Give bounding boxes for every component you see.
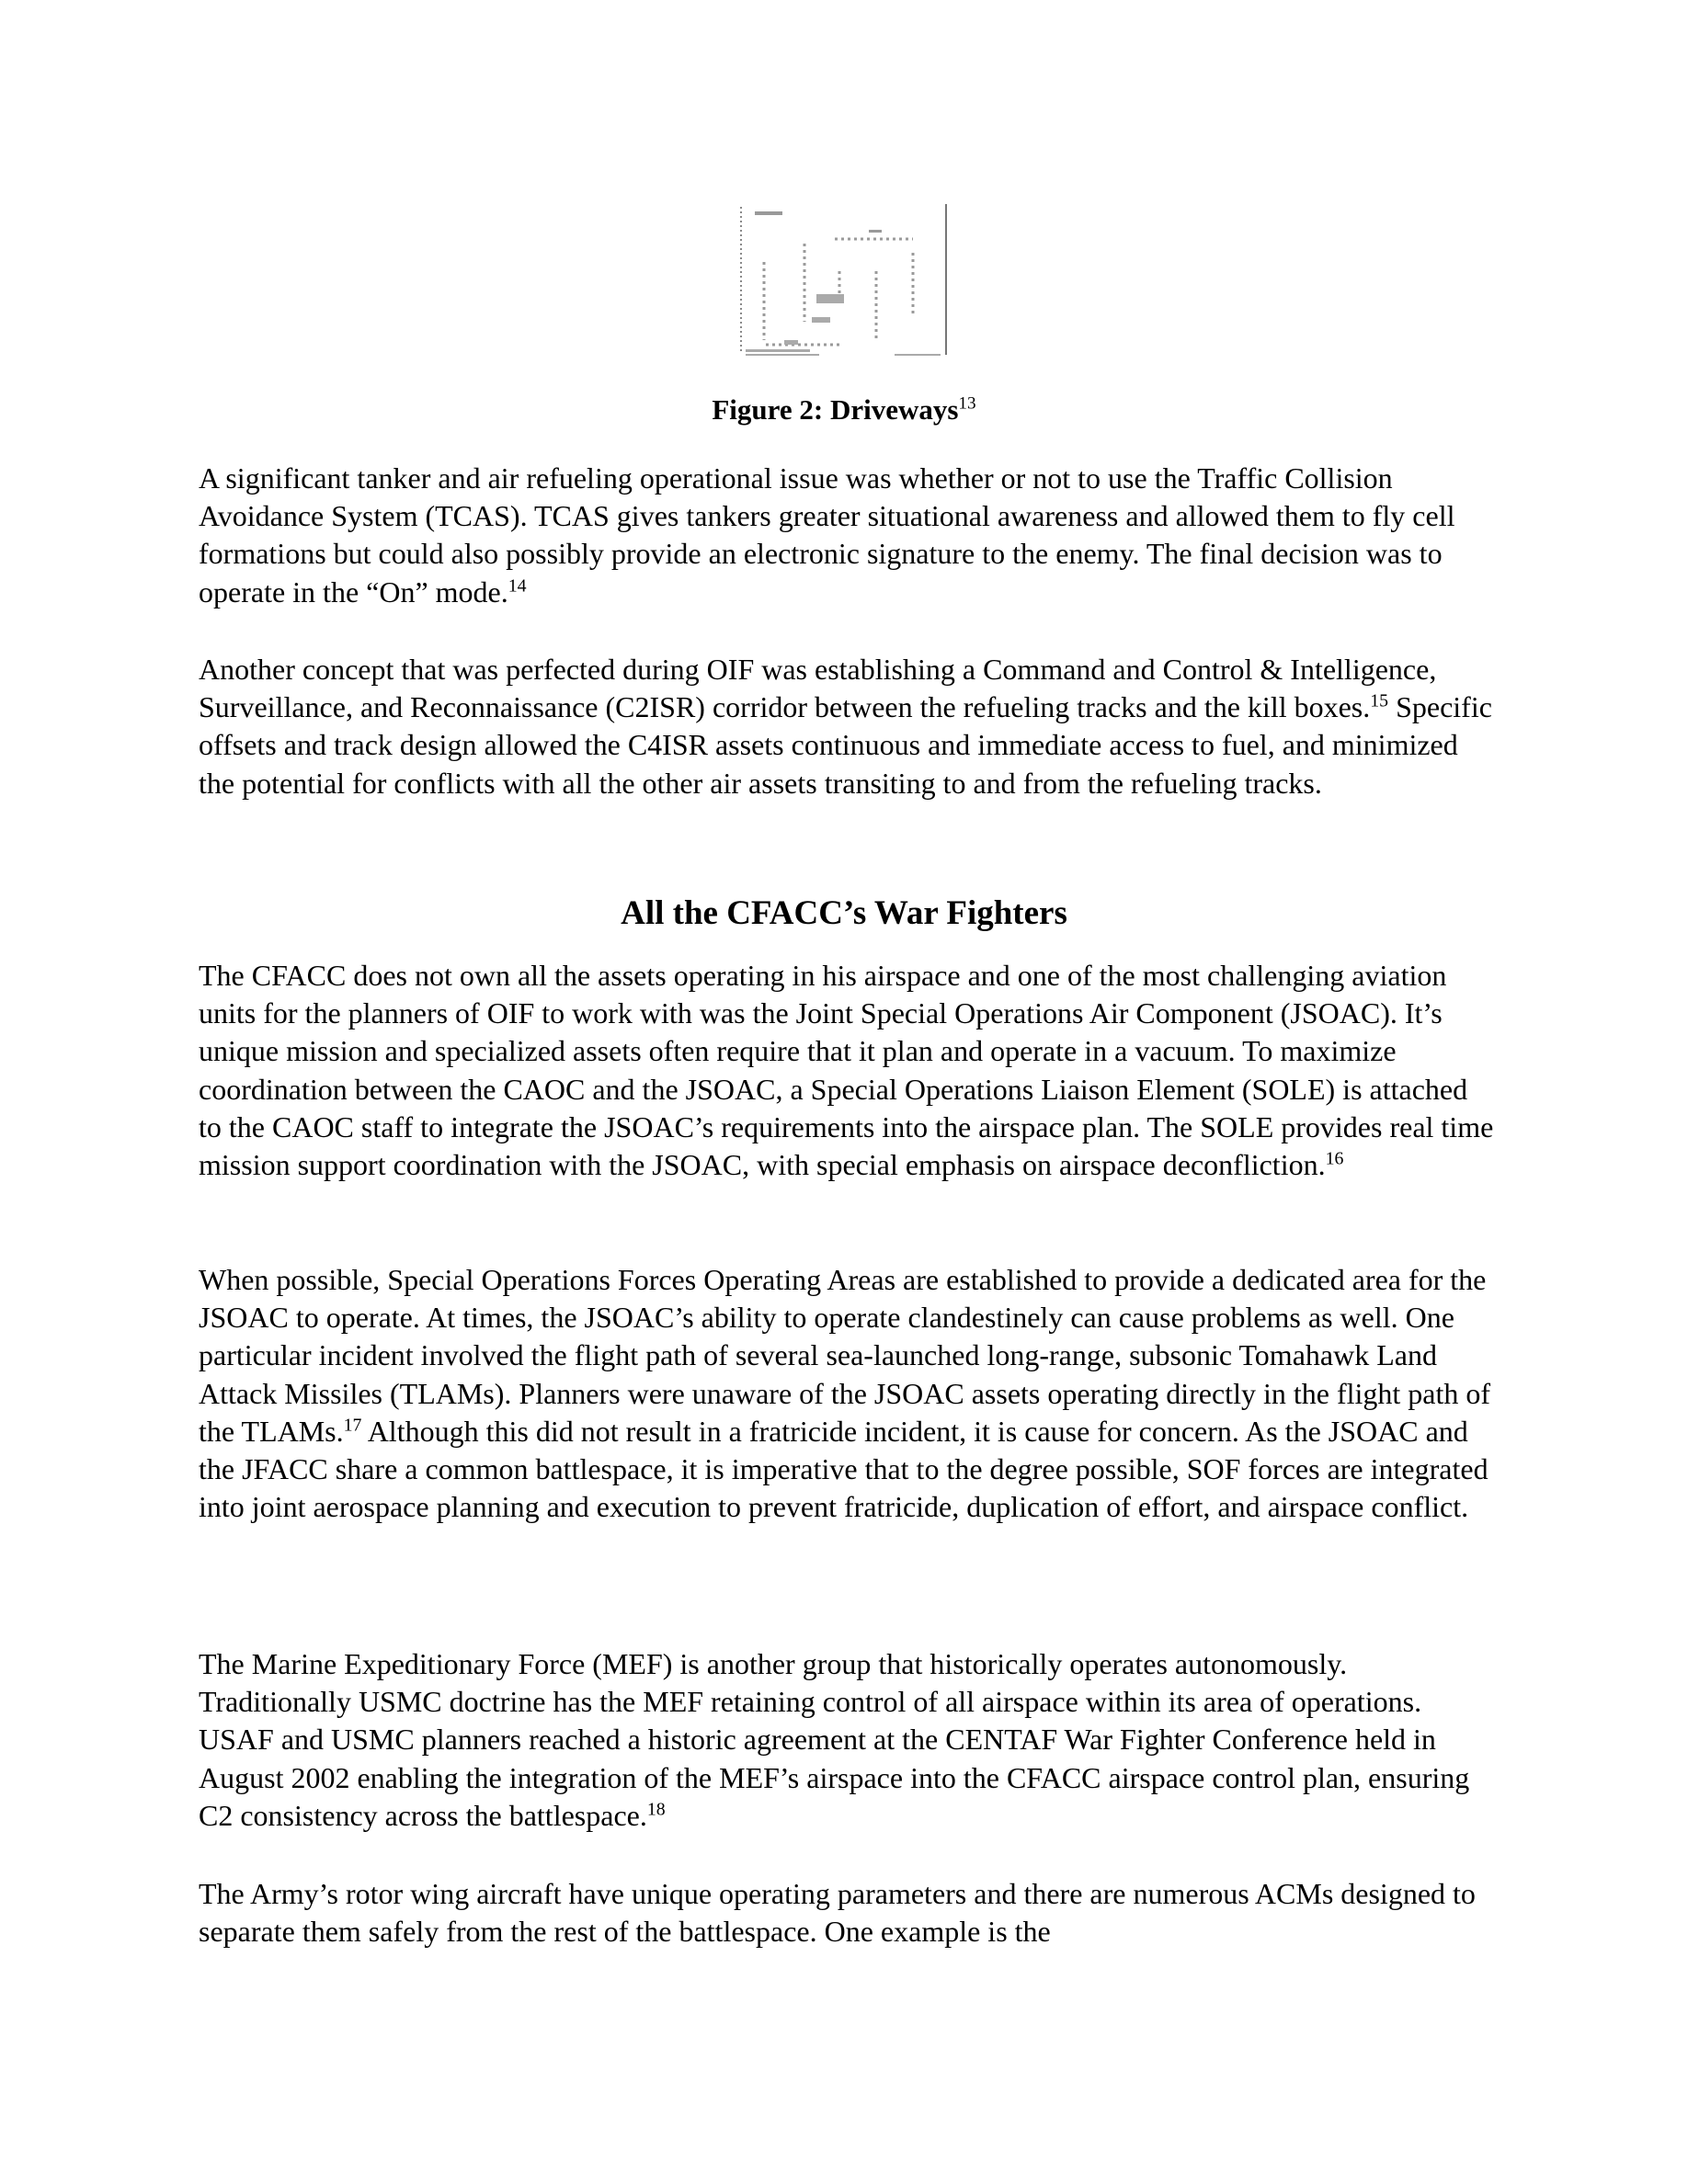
paragraph-text-continued: Although this did not result in a fratricide incident, it is cause for concern. As the JSOAC and the JFACC share a common battlespace, it is imperative that to the degree possible, SOF forces are integrated into joint aerospace planning and execution to prevent fratricide, duplication of effort, and airspace conflict. — [199, 1414, 1488, 1524]
paragraph-tcas — [199, 460, 1495, 611]
footnote-ref-18[interactable]: 18 — [646, 1799, 666, 1820]
footnote-ref-15[interactable]: 15 — [1370, 690, 1389, 711]
paragraph-text: A significant tanker and air refueling operational issue was whether or not to use the Traffic Collision Avoidance System (TCAS). TCAS gives tankers greater situational awareness and allowed them to fly cell formations but could also possibly provide an electronic signature to the enemy. The final decision was to operate in the “On” mode. — [199, 461, 1455, 609]
paragraph-text: The Army’s rotor wing aircraft have unique operating parameters and there are numerous ACMs designed to separate them safely from the rest of the battlespace. One example is the — [199, 1877, 1476, 1949]
figure-caption-text: Figure 2: Driveways — [712, 393, 959, 426]
footnote-ref-13[interactable]: 13 — [958, 393, 976, 414]
footnote-ref-14[interactable]: 14 — [508, 574, 527, 596]
footnote-ref-16[interactable]: 16 — [1325, 1148, 1344, 1169]
paragraph-army-rotor-wing — [199, 1875, 1495, 1951]
paragraph-text-continued: Specific offsets and track design allowed the C4ISR assets continuous and immediate access to fuel, and minimized the potential for conflicts with all the other air assets transiting to and from the refueling tracks. — [199, 690, 1492, 800]
paragraph-text: The Marine Expeditionary Force (MEF) is another group that historically operates autonomously. Traditionally USMC doctrine has the MEF retaining control of all airspace within its area of operations. USAF and USMC planners reached a historic agreement at the CENTAF War Fighter Conference held in August 2002 enabling the integration of the MEF’s airspace into the CFACC airspace control plan, ensuring C2 consistency across the battlespace. — [199, 1647, 1470, 1832]
figure-driveways-image — [738, 202, 950, 357]
paragraph-sof-operating-areas — [199, 1261, 1495, 1526]
paragraph-mef — [199, 1645, 1495, 1835]
paragraph-text: When possible, Special Operations Forces Operating Areas are established to provide a dedicated area for the JSOAC to operate. At times, the JSOAC’s ability to operate clandestinely can cause problems as well. One particular incident involved the flight path of several sea-launched long-range, subsonic Tomahawk Land Attack Missiles (TLAMs). Planners were unaware of the JSOAC assets operating directly in the flight path of the TLAMs. — [199, 1263, 1491, 1448]
airspace-map-icon — [738, 202, 950, 357]
section-heading: All the CFACC’s War Fighters — [621, 894, 1067, 932]
paragraph-c2isr-corridor — [199, 651, 1495, 802]
paragraph-text: Another concept that was perfected during OIF was establishing a Command and Control & Intelligence, Surveillance, and Reconnaissance (C2ISR) corridor between the refueling tracks and the kill boxes. — [199, 653, 1437, 724]
paragraph-jsoac — [199, 957, 1495, 1184]
footnote-ref-17[interactable]: 17 — [343, 1415, 362, 1436]
paragraph-text: The CFACC does not own all the assets operating in his airspace and one of the most challenging aviation units for the planners of OIF to work with was the Joint Special Operations Air Component (JSOAC). It’s unique mission and specialized assets often require that it plan and operate in a vacuum. To maximize coordination between the CAOC and the JSOAC, a Special Operations Liaison Element (SOLE) is attached to the CAOC staff to integrate the JSOAC’s requirements into the airspace plan. The SOLE provides real time mission support coordination with the JSOAC, with special emphasis on airspace deconfliction. — [199, 959, 1494, 1182]
figure-caption — [0, 393, 1688, 427]
